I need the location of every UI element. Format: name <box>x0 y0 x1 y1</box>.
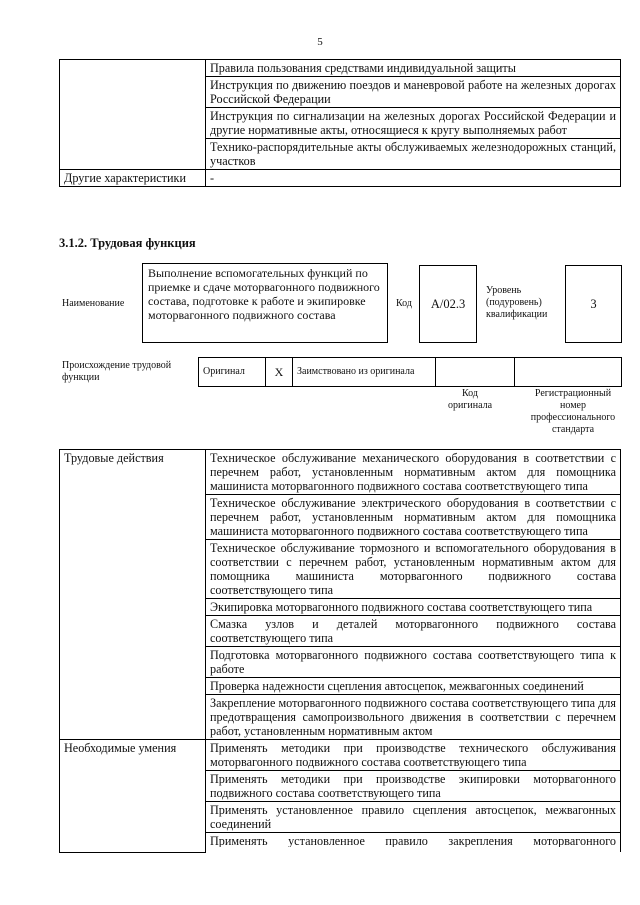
empty-cell <box>60 60 206 170</box>
function-code-box: А/02.3 <box>419 265 477 343</box>
action-item: Техническое обслуживание электрического оборудования в соответствии с перечнем работ, установленным нормативным актом для помощника машиниста моторвагонного подвижного состава соответствующего типа <box>206 495 621 540</box>
skill-item: Применять методики при производстве технического обслуживания моторвагонного подвижного состава соответствующего типа <box>206 740 621 771</box>
section-heading: 3.1.2. Трудовая функция <box>59 236 196 250</box>
qualification-level-box: 3 <box>565 265 622 343</box>
origin-label: Происхождение трудовой функции <box>62 360 172 383</box>
action-item: Техническое обслуживание тормозного и вспомогательного оборудования в соответствии с перечнем работ, установленным нормативным актом для помощника машиниста моторвагонного подвижного состава соответствующего типа <box>206 540 621 599</box>
level-label: Уровень (подуровень) квалификации <box>486 285 548 320</box>
skill-item: Применять установленное правило сцепления автосцепок, межвагонных соединений <box>206 802 621 833</box>
skills-label: Необходимые умения <box>60 740 206 853</box>
borrowed-label: Заимствовано из оригинала <box>293 358 436 387</box>
function-name-box: Выполнение вспомогательных функций по приемке и сдаче моторвагонного подвижного состава, подготовке к работе и экипировке моторвагонного подвижного состава <box>142 263 388 343</box>
table-row <box>60 450 621 495</box>
code-label: Код <box>396 298 412 309</box>
table-row <box>60 740 621 771</box>
code-original-caption: Код оригинала <box>447 388 493 411</box>
skill-item-text: Применять установленное правило закрепления моторвагонного <box>210 834 616 847</box>
page-number: 5 <box>317 36 323 48</box>
action-item: Подготовка моторвагонного подвижного состава соответствующего типа к работе <box>206 647 621 678</box>
actions-label: Трудовые действия <box>60 450 206 740</box>
name-label: Наименование <box>62 298 125 309</box>
original-mark: X <box>266 358 293 387</box>
table-row <box>60 170 621 187</box>
code-original-cell <box>436 358 515 387</box>
table-cell: Правила пользования средствами индивидуальной защиты <box>206 60 621 77</box>
action-item: Экипировка моторвагонного подвижного состава соответствующего типа <box>206 599 621 616</box>
main-table <box>59 449 621 853</box>
origin-table <box>198 357 622 387</box>
table-cell: Инструкция по движению поездов и маневровой работе на железных дорогах Российской Федерации <box>206 77 621 108</box>
table-row <box>199 358 622 387</box>
other-characteristics-value: - <box>206 170 621 187</box>
reg-number-caption: Регистрационный номер профессионального стандарта <box>530 388 616 435</box>
action-item: Закрепление моторвагонного подвижного состава соответствующего типа для предотвращения самопроизвольного движения в соответствии с перечнем работ, установленным нормативным актом <box>206 695 621 740</box>
skill-item: Применять методики при производстве экипировки моторвагонного подвижного состава соответствующего типа <box>206 771 621 802</box>
table-cell: Инструкция по сигнализации на железных дорогах Российской Федерации и другие нормативные акты, относящиеся к кругу выполняемых работ <box>206 108 621 139</box>
action-item: Техническое обслуживание механического оборудования в соответствии с перечнем работ, установленным нормативным актом для помощника машиниста моторвагонного подвижного состава соответствующего типа <box>206 450 621 495</box>
reg-number-cell <box>515 358 622 387</box>
other-characteristics-label: Другие характеристики <box>60 170 206 187</box>
table-cell: Технико-распорядительные акты обслуживаемых железнодорожных станций, участков <box>206 139 621 170</box>
action-item: Проверка надежности сцепления автосцепок, межвагонных соединений <box>206 678 621 695</box>
original-label: Оригинал <box>199 358 266 387</box>
skill-item-cut <box>206 833 621 853</box>
table-row <box>60 60 621 77</box>
top-table <box>59 59 621 187</box>
action-item: Смазка узлов и деталей моторвагонного подвижного состава соответствующего типа <box>206 616 621 647</box>
